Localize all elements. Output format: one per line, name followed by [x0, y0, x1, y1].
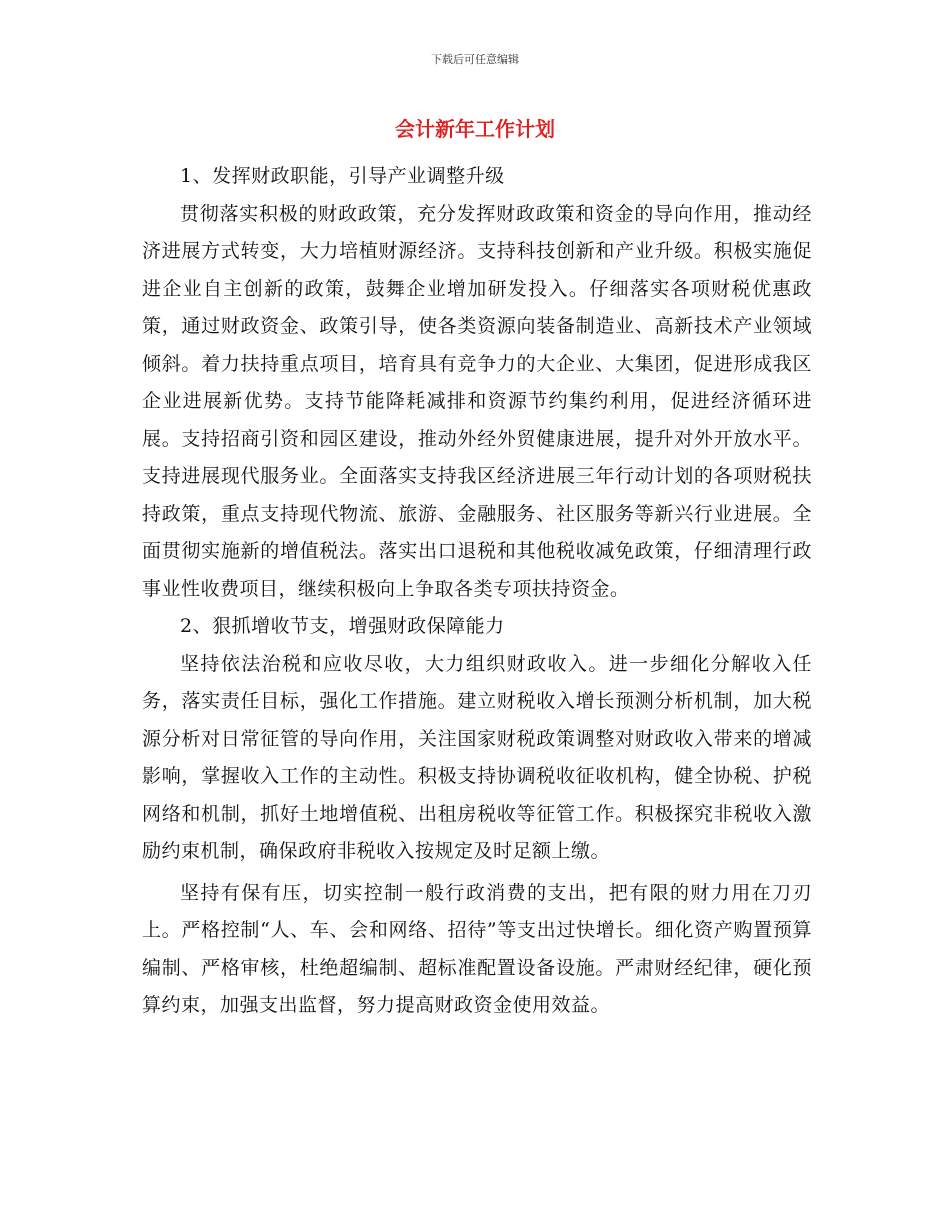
section-1-paragraph-1: 贯彻落实积极的财政政策，充分发挥财政政策和资金的导向作用，推动经济进展方式转变，大力培植财源经济。支持科技创新和产业升级。积极实施促进企业自主创新的政策，鼓舞企业增加研发投入。仔细落实各项财税优惠政策，通过财政资金、政策引导，使各类资源向装备制造业、高新技术产业领域倾斜。着力扶持重点项目，培育具有竞争力的大企业、大集团，促进形成我区企业进展新优势。支持节能降耗减排和资源节约集约利用，促进经济循环进展。支持招商引资和园区建设，推动外经外贸健康进展，提升对外开放水平。支持进展现代服务业。全面落实支持我区经济进展三年行动计划的各项财税扶持政策，重点支持现代物流、旅游、金融服务、社区服务等新兴行业进展。全面贯彻实施新的增值税法。落实出口退税和其他税收减免政策，仔细清理行政事业性收费项目，继续积极向上争取各类专项扶持资金。	[142, 202, 812, 600]
section-heading-2: 2、狠抓增收节支，增强财政保障能力	[180, 615, 505, 637]
section-2-paragraph-2: 坚持有保有压，切实控制一般行政消费的支出，把有限的财力用在刀刃上。严格控制“人、车、会和网络、招待”等支出过快增长。细化资产购置预算编制、严格审核，杜绝超编制、超标准配置设备设施。严肃财经纪律，硬化预算约束，加强支出监督，努力提高财政资金使用效益。	[142, 881, 812, 1016]
document-title: 会计新年工作计划	[395, 117, 555, 141]
header-note: 下载后可任意编辑	[431, 53, 519, 66]
document-body	[142, 158, 812, 1025]
section-2-paragraph-1: 坚持依法治税和应收尽收，大力组织财政收入。进一步细化分解收入任务，落实责任目标，强化工作措施。建立财税收入增长预测分析机制，加大税源分析对日常征管的导向作用，关注国家财税政策调整对财政收入带来的增减影响，掌握收入工作的主动性。积极支持协调税收征收机构，健全协税、护税网络和机制，抓好土地增值税、出租房税收等征管工作。积极探究非税收入激励约束机制，确保政府非税收入按规定及时足额上缴。	[142, 652, 812, 862]
section-heading-1: 1、发挥财政职能，引导产业调整升级	[180, 165, 505, 187]
